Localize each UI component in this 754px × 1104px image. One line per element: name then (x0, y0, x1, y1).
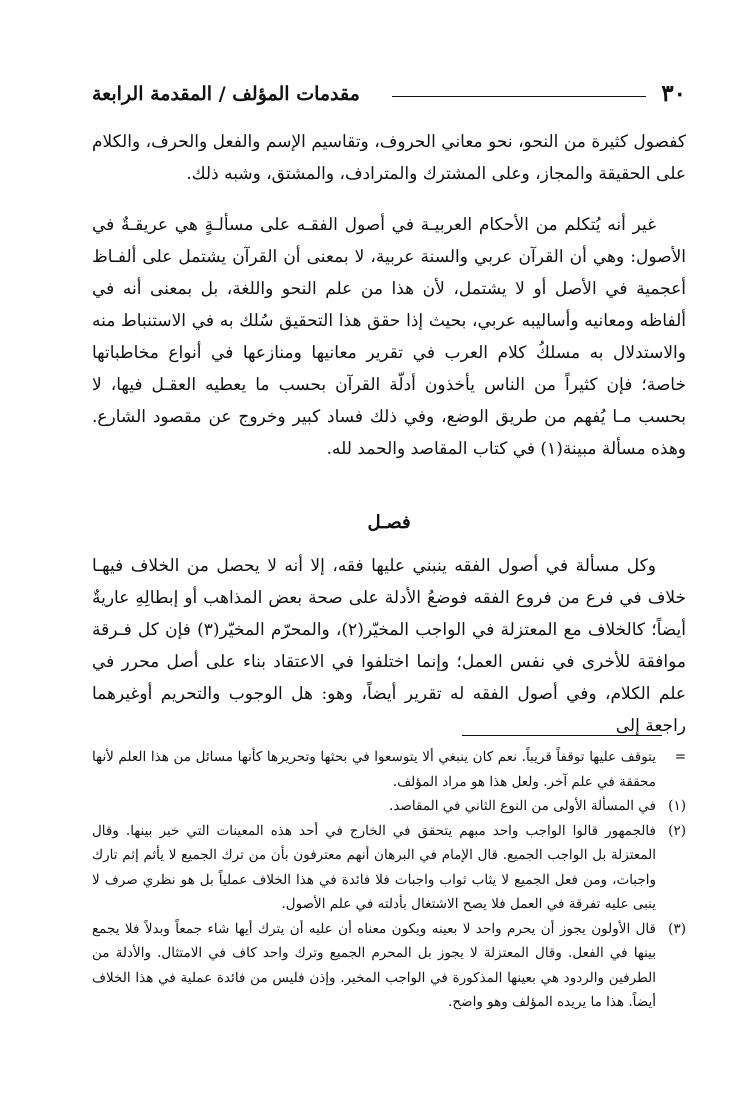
body-paragraph-1: كفصول كثيرة من النحو، نحو معاني الحروف، وتقاسيم الإسم والفعل والحرف، والكلام على الحقيقة والمجاز، وعلى المشترك والمترادف، والمشتق، وشبه ذلك. (92, 132, 686, 184)
footnote-marker: (١) (668, 798, 686, 814)
footnote-marker: (٢) (668, 822, 686, 839)
footnote-separator (462, 735, 662, 736)
footnote-marker: = (674, 749, 686, 765)
footnote-2 (92, 819, 686, 917)
footnote-marker: (٣) (668, 920, 686, 937)
running-title: مقدمات المؤلف / المقدمة الرابعة (92, 83, 360, 105)
page-number: ٣٠ (661, 80, 686, 107)
body-paragraph-3: وكل مسألة في أصول الفقه ينبني عليها فقه، إلا أنه لا يحصل من الخلاف فيهـا خلاف في فرع من فروع الفقه فوضعُ الأدلة على صحة بعض المذاهب أو إبطالِهِ عاريةٌ أيضاً؛ كالخلاف مع المعتزلة في الواجب المخيّر(٢)، والمحرّم المخيّر(٣) فإن كل فـرقة موافقة للأخرى في نفس العمل؛ وإنما اختلفوا في الاعتقاد بناء على أصل محرر في علم الكلام، وفي أصول الفقه له تقرير أيضاً، وهو: هل الوجوب والتحريم أوغيرهما راجعة إلى (92, 556, 686, 736)
footnotes (92, 745, 686, 1015)
footnote-text: فالجمهور قالوا الواجب واحد مبهم يتحقق في الخارج في أحد هذه المعينات التي خير بينها. وقال المعتزلة بل الواجب الجميع. قال الإمام في البرهان أنهم معترفون بأن من ترك الجميع لا يأثم إثم تارك واجبات، ومن فعل الجميع لا يثاب ثواب واجبات فلا فائدة في هذا الخلاف عملياً بل هو نظري صرف لا ينبى عليه تفرقة في العمل فلا يصح الاشتغال بأدلته في علم الأصول. (92, 822, 656, 912)
footnote-text: قال الأولون يجوز أن يحرم واحد لا بعينه ويكون معناه أن عليه أن يترك أيها شاء جمعاً وبدلاً فلا يجمع بينها في الفعل. وقال المعتزلة لا يجوز بل المحرم الجميع وترك واحد كاف في الامتثال. والأدلة من الطرفين والردود هي بعينها المذكورة في الواجب المخير. وإذن فليس من فائدة عملية في هذا الخلاف أيضاً. هذا ما يريده المؤلف وهو واضح. (92, 920, 656, 1010)
section-heading: فصـل (367, 512, 411, 533)
header-rule (392, 96, 646, 97)
footnote-1 (92, 794, 686, 819)
footnote-text: يتوقف عليها توقفاً قريباً. نعم كان ينبغي ألا يتوسعوا في بحثها وتحريرها كأنها مسائل من هذا العلم لأنها محققة في علم آخر. ولعل هذا هو مراد المؤلف. (92, 749, 656, 790)
running-header (92, 80, 686, 110)
footnote-text: في المسألة الأولى من النوع الثاني في المقاصد. (389, 798, 656, 814)
footnote-continuation (92, 745, 686, 794)
footnote-3 (92, 917, 686, 1015)
body-paragraph-2: غير أنه يُتكلم من الأحكام العربيـة في أصول الفقـه على مسألـةٍ هي عريقـةٌ في الأصول: وهي أن القرآن عربي والسنة عربية، لا بمعنى أن القرآن يشتمل على ألفـاظ أعجمية في الأصل أو لا يشتمل، لأن هذا من علم النحو واللغة، بل بمعنى أنه في ألفاظه ومعانيه وأساليبه عربي، بحيث إذا حقق هذا التحقيق سُلك به في الاستنباط منه والاستدلال به مسلكُ كلام العرب في تقرير معانيها ومنازعها في أنواع مخاطباتها خاصة؛ فإن كثيراً من الناس يأخذون أدلّة القرآن بحسب ما يعطيه العقـل فيها، لا بحسب مـا يُفهم من طريق الوضع، وفي ذلك فساد كبير وخروج عن مقصود الشارع. وهذه مسألة مبينة(١) في كتاب المقاصد والحمد لله. (92, 215, 687, 459)
